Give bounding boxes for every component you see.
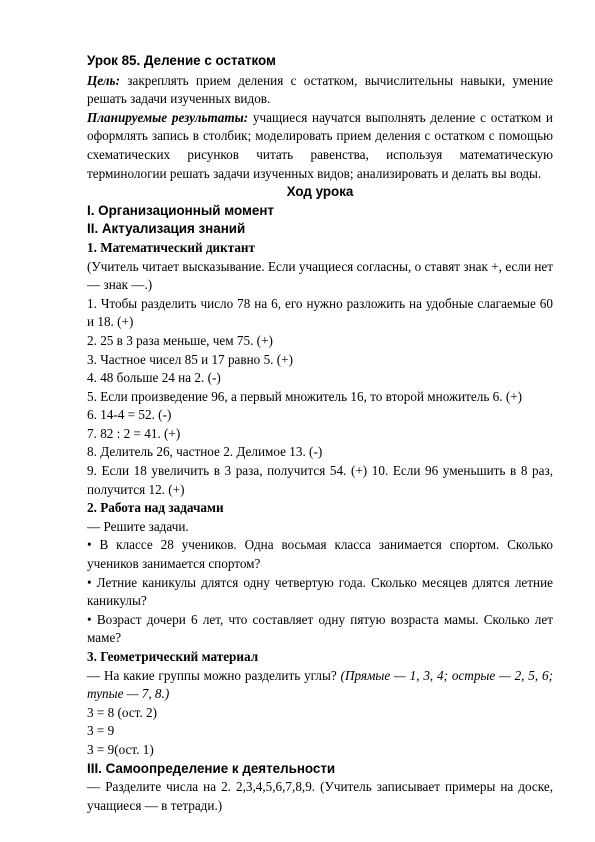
task-item-1: • В классе 28 учеников. Одна восьмая класса занимается спортом. Сколько учеников занимается спортом? xyxy=(87,537,553,572)
results-label: Планируемые результаты: xyxy=(87,109,249,125)
geometry-question-text: — На какие группы можно разделить углы? xyxy=(87,667,341,683)
tasks-intro: — Решите задачи. xyxy=(87,518,189,534)
document-page xyxy=(87,52,553,815)
section-heading-1: I. Организационный момент xyxy=(87,202,274,218)
dictation-item-9: 9. Если 18 увеличить в 3 раза, получится 54. (+) 10. Если 96 уменьшить в 8 раз, получится 12. (+) xyxy=(87,463,553,497)
dictation-intro: (Учитель читает высказывание. Если учащиеся согласны, о ставят знак +, если нет — знак —.) xyxy=(87,258,553,293)
goal-label: Цель: xyxy=(87,72,120,88)
task-item-3: • Возраст дочери 6 лет, что составляет одну пятую возраста мамы. Сколько лет маме? xyxy=(87,611,553,646)
section-heading-3: III. Самоопределение к деятельности xyxy=(87,760,336,776)
section-heading-2: II. Актуализация знаний xyxy=(87,221,246,237)
dictation-item-3: 3. Частное чисел 85 и 17 равно 5. (+) xyxy=(87,351,293,367)
lesson-title: Урок 85. Деление с остатком xyxy=(87,53,276,68)
results-paragraph xyxy=(87,109,553,183)
section3-text: — Разделите числа на 2. 2,3,4,5,6,7,8,9. (Учитель записывает примеры на доске, учащиеся — в тетради.) xyxy=(87,779,553,813)
dictation-item-8: 8. Делитель 26, частное 2. Делимое 13. (-) xyxy=(87,444,323,460)
subsection-title-3: 3. Геометрический материал xyxy=(87,649,259,664)
results-text: учащиеся научатся выполнять деление с остатком и оформлять запись в столбик; моделировать прием деления с остатком с помощью схематических рисунков читать равенства, используя математическую терминологии решать задачи изученных видов; анализировать и делать вы воды. xyxy=(87,109,553,181)
dictation-item-2: 2. 25 в 3 раза меньше, чем 75. (+) xyxy=(87,332,273,348)
dictation-item-6: 6. 14-4 = 52. (-) xyxy=(87,407,172,423)
equation-2: 3 = 9 xyxy=(87,723,115,739)
equation-1: 3 = 8 (ост. 2) xyxy=(87,704,158,720)
dictation-item-4: 4. 48 больше 24 на 2. (-) xyxy=(87,370,221,386)
geometry-answer: (Прямые — 1, 3, 4; острые — 2, 5, 6; тупые — 7, 8.) xyxy=(87,667,553,702)
subsection-title-1: 1. Математический диктант xyxy=(87,239,256,255)
goal-text: закреплять прием деления с остатком, вычислительны навыки, умение решать задачи изученных видов. xyxy=(87,72,553,107)
equation-3: 3 = 9(ост. 1) xyxy=(87,741,154,757)
task-item-2: • Летние каникулы длятся одну четвертую года. Сколько месяцев длятся летние каникулы? xyxy=(87,574,553,609)
goal-paragraph xyxy=(87,72,553,109)
dictation-item-7: 7. 82 : 2 = 41. (+) xyxy=(87,425,181,441)
course-heading: Ход урока xyxy=(286,184,354,200)
dictation-item-1: 1. Чтобы разделить число 78 на 6, его нужно разложить на удобные слагаемые 60 и 18. (+) xyxy=(87,295,553,330)
geometry-question xyxy=(87,667,553,704)
subsection-title-2: 2. Работа над задачами xyxy=(87,500,224,516)
dictation-item-5: 5. Если произведение 96, а первый множитель 16, то второй множитель 6. (+) xyxy=(87,388,523,404)
